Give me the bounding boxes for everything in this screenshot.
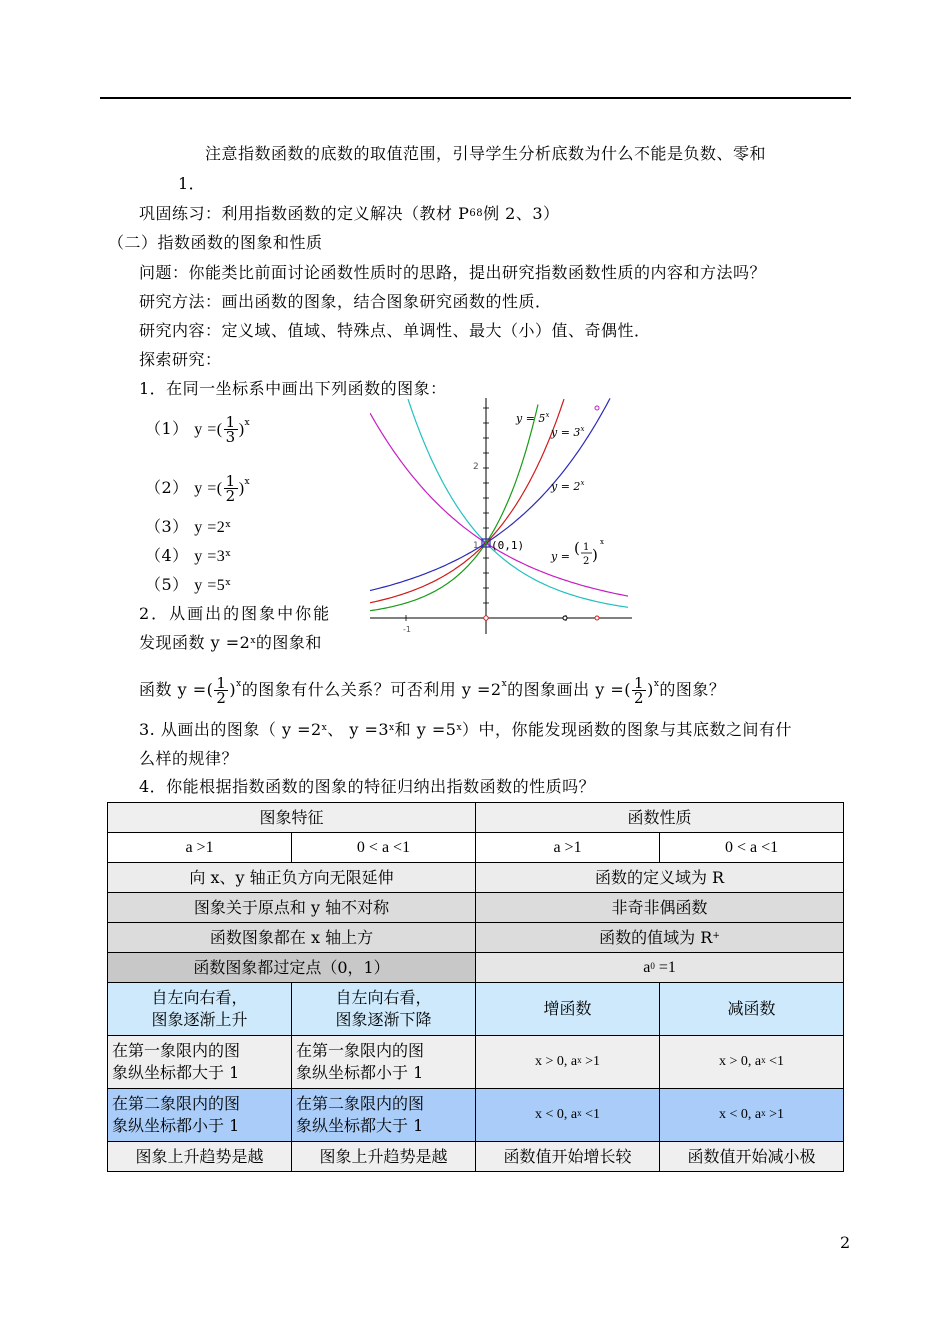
exponent-x: x: [501, 679, 508, 689]
function-1: [145, 415, 250, 444]
origin-marker: [484, 616, 488, 620]
cell-line: 图象逐渐下降: [335, 1010, 432, 1029]
exponent-x: x: [225, 549, 231, 559]
cell-a-gt-1: a >1: [476, 833, 660, 863]
function-1-close: ): [238, 421, 245, 438]
function-1-label: （1）: [145, 419, 189, 438]
cell-line: 自左向右看，: [151, 988, 248, 1007]
exponent-x: x: [456, 723, 463, 733]
question-3-a: [139, 720, 792, 740]
cell-graph-feature: 图象上升趋势是越: [292, 1142, 476, 1172]
properties-table: [107, 802, 844, 1172]
cell-line: 在第一象限内的图: [112, 1041, 241, 1060]
fraction-numerator: 1: [634, 674, 645, 692]
fraction-one-half: [214, 676, 228, 705]
table-row: [108, 833, 844, 863]
cell-property: 非奇非偶函数: [476, 893, 844, 923]
header-graph-features: 图象特征: [108, 803, 476, 833]
q2c-close-2: ): [647, 680, 654, 699]
function-2: [145, 474, 250, 503]
cond-text-end: <1: [765, 1054, 785, 1069]
exponential-graph: [370, 398, 632, 638]
function-3-label: （3）: [145, 517, 189, 536]
cell-graph-feature: [108, 983, 292, 1036]
label-2x: $y = 2^x$: [551, 479, 585, 493]
function-4: [145, 546, 231, 567]
cell-a-lt-1: 0 < a <1: [292, 833, 476, 863]
y-tick-1: 1: [473, 541, 479, 551]
curve-5-x: [370, 405, 538, 611]
fraction-denominator: 2: [634, 689, 645, 707]
exponent-x: x: [225, 578, 231, 588]
label-half-exp: x: [600, 538, 604, 546]
function-5-label: （5）: [145, 575, 189, 594]
table-row: [108, 1036, 844, 1089]
equals-one: =1: [654, 958, 676, 976]
cell-graph-feature: 向 x、y 轴正负方向无限延伸: [108, 863, 476, 893]
cell-property: [476, 953, 844, 983]
q3-text-4: ）中，你能发现函数的图象与其底数之间有什: [462, 720, 793, 739]
exponent-x: x: [761, 1055, 766, 1065]
q2c-text-3: 的图象画出 y =(: [507, 680, 632, 699]
cell-graph-feature: 图象关于原点和 y 轴不对称: [108, 893, 476, 923]
question-3-b: 么样的规律？: [139, 749, 239, 768]
cell-a-gt-1: a >1: [108, 833, 292, 863]
cond-text: x > 0, a: [719, 1054, 762, 1069]
a-base: a: [643, 958, 651, 976]
cell-graph-feature: 函数图象都在 x 轴上方: [108, 923, 476, 953]
exponent-x: x: [389, 723, 395, 733]
q3-text-1: 3. 从画出的图象（ y =2: [139, 720, 322, 739]
fraction-one-third: [224, 415, 238, 444]
cell-property: 增函数: [476, 983, 660, 1036]
cond-text-end: <1: [581, 1107, 601, 1122]
cell-line: 自左向右看，: [335, 988, 432, 1007]
paragraph-note: 注意指数函数的底数的取值范围，引导学生分析底数为什么不能是负数、零和: [205, 144, 767, 163]
cell-a-lt-1: 0 < a <1: [660, 833, 844, 863]
exponent-x: x: [321, 723, 328, 733]
question-line: 问题：你能类比前面讨论函数性质时的思路，提出研究指数函数性质的内容和方法吗？: [139, 263, 767, 282]
range-text: 函数的值域为 R: [599, 927, 713, 947]
cell-property: [660, 1036, 844, 1089]
exponent-x: x: [577, 1108, 582, 1118]
fraction-numerator: 1: [225, 413, 236, 431]
curve-end-marker: [595, 406, 599, 410]
label-3x: $y = 3^x$: [551, 425, 585, 439]
cell-graph-feature: 函数图象都过定点（0，1）: [108, 953, 476, 983]
cell-property: [476, 1089, 660, 1142]
q2c-text-4: 的图象？: [659, 680, 726, 699]
zero-sup: 0: [650, 960, 655, 971]
cond-text: x < 0, a: [719, 1107, 762, 1122]
function-2-lhs: y =(: [194, 480, 223, 497]
function-4-expr: y =3: [194, 548, 226, 565]
practice-text: 巩固练习：利用指数函数的定义解决（教材 P: [139, 204, 470, 223]
function-3: [145, 517, 231, 538]
content-line: 研究内容：定义域、值域、特殊点、单调性、最大（小）值、奇偶性．: [139, 321, 651, 340]
cell-property: 函数值开始增长较: [476, 1142, 660, 1172]
label-half-open: (: [574, 539, 580, 557]
cell-line: 象纵坐标都大于 1: [296, 1116, 424, 1135]
fraction-denominator: 2: [225, 487, 236, 505]
cell-line: 在第二象限内的图: [296, 1094, 425, 1113]
q2-text-end: 的图象和: [255, 633, 322, 652]
page-number: 2: [840, 1233, 851, 1252]
label-half-num: 1: [583, 542, 590, 553]
cell-graph-feature: [292, 1089, 476, 1142]
cond-text: x < 0, a: [535, 1107, 578, 1122]
function-5: [145, 575, 231, 596]
fraction-denominator: 2: [216, 689, 227, 707]
cond-text: x > 0, a: [535, 1054, 578, 1069]
label-5x: $y = 5^x$: [516, 411, 550, 425]
exponent-x: x: [250, 636, 256, 646]
fraction-numerator: 1: [216, 674, 227, 692]
exponent-x: x: [244, 418, 251, 428]
x-axis-marker: [595, 616, 599, 620]
exponent-x: x: [236, 679, 242, 689]
fraction-one-half: [632, 676, 646, 705]
cell-line: 象纵坐标都小于 1: [112, 1116, 240, 1135]
function-1-lhs: y =(: [194, 421, 223, 438]
cell-property: 减函数: [660, 983, 844, 1036]
cell-line: 在第二象限内的图: [112, 1094, 241, 1113]
function-5-expr: y =5: [194, 577, 226, 594]
cell-property: [660, 1089, 844, 1142]
question-1: 1．在同一坐标系中画出下列函数的图象：: [139, 379, 447, 398]
y-tick-2: 2: [473, 462, 479, 472]
function-2-close: ): [238, 480, 245, 497]
cell-line: 在第一象限内的图: [296, 1041, 425, 1060]
exponent-x: x: [225, 520, 231, 530]
practice-text-end: 例 2、3）: [483, 204, 560, 223]
practice-page-sub: 68: [469, 208, 484, 219]
table-row: [108, 1089, 844, 1142]
cell-property: 函数值开始减小极: [660, 1142, 844, 1172]
curve-one-third-x: [408, 399, 628, 607]
practice-line: [139, 204, 560, 224]
cond-text-end: >1: [581, 1054, 601, 1069]
header-function-properties: 函数性质: [476, 803, 844, 833]
table-row: [108, 1142, 844, 1172]
question-2-c: [139, 676, 725, 705]
section-heading: （二）指数函数的图象和性质: [108, 233, 323, 252]
curve-one-half-x: [370, 413, 628, 596]
explore-line: 探索研究：: [139, 350, 222, 369]
exponent-x: x: [577, 1055, 582, 1065]
table-row: [108, 953, 844, 983]
function-2-label: （2）: [145, 478, 189, 497]
point-label: (0,1): [491, 539, 525, 552]
table-row: [108, 983, 844, 1036]
table-row: [108, 893, 844, 923]
cell-graph-feature: [292, 983, 476, 1036]
q2c-text-2: 的图象有什么关系？可否利用 y =2: [241, 680, 502, 699]
label-half-y: y =: [551, 550, 570, 563]
fraction-denominator: 3: [225, 428, 236, 446]
question-4: 4．你能根据指数函数的图象的特征归纳出指数函数的性质吗？: [139, 777, 596, 796]
q2c-close-1: ): [229, 680, 237, 699]
paragraph-note-end: 1．: [178, 174, 206, 193]
cell-line: 象纵坐标都大于 1: [112, 1063, 240, 1082]
cell-graph-feature: [108, 1089, 292, 1142]
question-2-b: [139, 633, 322, 653]
function-3-expr: y =2: [194, 519, 226, 536]
question-2-a: 2．从画出的图象中你能: [139, 604, 332, 623]
cell-property: 函数的定义域为 R: [476, 863, 844, 893]
function-4-label: （4）: [145, 546, 189, 565]
table-row: [108, 803, 844, 833]
plus-sup: +: [712, 930, 720, 941]
q3-text-3: 和 y =5: [394, 720, 457, 739]
curve-3-x: [370, 399, 564, 603]
x-tick-neg1: -1: [403, 625, 411, 634]
exponent-x: x: [653, 679, 660, 689]
x-axis-marker: [563, 616, 567, 620]
fraction-one-half: [224, 474, 238, 503]
exponent-x: x: [244, 477, 251, 487]
q2-text: 发现函数 y =2: [139, 633, 251, 652]
table-row: [108, 863, 844, 893]
q3-text-2: 、 y =3: [327, 720, 390, 739]
table-row: [108, 923, 844, 953]
cell-line: 图象逐渐上升: [151, 1010, 248, 1029]
cell-graph-feature: [108, 1036, 292, 1089]
cond-text-end: >1: [765, 1107, 785, 1122]
label-half-close: ): [592, 546, 598, 564]
exponent-x: x: [761, 1108, 766, 1118]
cell-property: [476, 1036, 660, 1089]
cell-property: [476, 923, 844, 953]
q2c-text-1: 函数 y =(: [139, 680, 214, 699]
header-rule: [100, 97, 851, 99]
method-line: 研究方法：画出函数的图象，结合图象研究函数的性质．: [139, 292, 552, 311]
fraction-numerator: 1: [225, 472, 236, 490]
cell-graph-feature: 图象上升趋势是越: [108, 1142, 292, 1172]
label-half-den: 2: [583, 556, 590, 567]
cell-line: 象纵坐标都小于 1: [296, 1063, 424, 1082]
cell-graph-feature: [292, 1036, 476, 1089]
